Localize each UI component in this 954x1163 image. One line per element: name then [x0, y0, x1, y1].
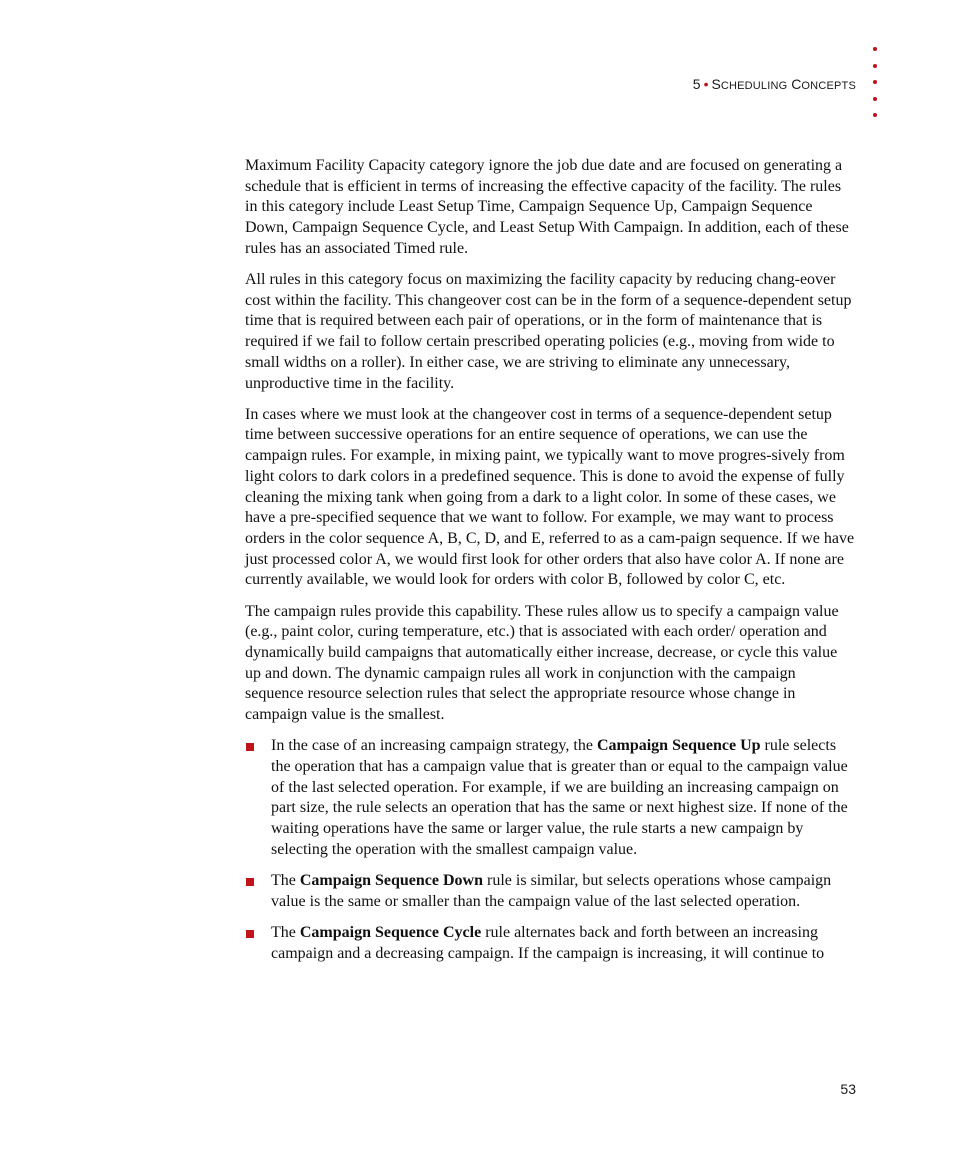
paragraph: Maximum Facility Capacity category ignore the job due date and are focused on generating a schedule that is efficient in terms of increasing the effective capacity of the facility. The rules in this category include Least Setup Time, Campaign Sequence Up, Campaign Sequence Down, Campaign Sequence Cycle, and Least Setup With Campaign. In addition, each of these rules has an associated Timed rule. — [245, 157, 849, 257]
paragraph: The campaign rules provide this capability. These rules allow us to specify a campaign value (e.g., paint color, curing temperature, etc.) that is associated with each order/ operation and dynamically build campaigns that automatically either increase, decrease, or cycle this value up and down. The dynamic campaign rules all work in conjunction with the campaign sequence resource selection rules that select the appropriate resource whose change in campaign value is the smallest. — [245, 602, 839, 724]
square-bullet-icon — [246, 743, 254, 751]
dot-icon — [873, 64, 877, 68]
header-title-rest-1: CHEDULING — [720, 80, 788, 92]
header-title-initial-s: S — [711, 76, 721, 92]
bullet-bold-term: Campaign Sequence Cycle — [299, 923, 482, 941]
paragraph: In cases where we must look at the changeover cost in terms of a sequence-dependent setup time between successive operations for an entire sequence of operations, we can use the campaign rules. For example, in mixing paint, we typically want to move progres-sively from light colors to dark colors in a predefined sequence. This is done to avoid the expense of fully cleaning the mixing tank when going from a dark to a light color. In some of these cases, we have a pre-specified sequence that we want to follow. For example, we may want to process orders in the color sequence A, B, C, D, and E, referred to as a cam-paign sequence. If we have just processed color A, we would first look for other orders that also have color A. If none are currently available, we would look for orders with color B, followed by color C, etc. — [245, 405, 855, 589]
bullet-text-after: rule alternates back and forth between an increasing campaign and a decreasing campaign. If the campaign is increasing, it will continue to — [271, 923, 825, 962]
bullet-text-after: rule is similar, but selects operations whose campaign value is the same or smaller than the campaign value of the last selected operation. — [271, 872, 832, 910]
bullet-text-after: rule selects the operation that has a campaign value that is greater than or equal to the campaign value of the last selected operation. For example, if we are building an increasing campaign on part size, the rule selects an operation that has the same or next highest size. If none of the waiting operations have the same or larger value, the rule starts a new campaign by selecting the operation with the smallest campaign value. — [271, 737, 848, 858]
dot-icon — [873, 113, 877, 117]
list-item — [245, 923, 857, 964]
running-header — [693, 76, 856, 92]
header-title-rest-2: ONCEPTS — [801, 80, 856, 92]
header-bullet: • — [703, 76, 709, 92]
bullet-text-before: The — [271, 923, 300, 941]
bullet-text-before: The — [271, 872, 300, 889]
list-item — [245, 871, 857, 912]
bullet-bold-term: Campaign Sequence Up — [596, 737, 761, 755]
square-bullet-icon — [246, 930, 254, 938]
dot-icon — [873, 80, 877, 84]
paragraph: All rules in this category focus on maximizing the facility capacity by reducing chang-eover cost within the facility. This changeover cost can be in the form of a sequence-dependent setup time that is required between each pair of operations, or in the form of maintenance that is required if we fail to follow certain prescribed operating policies (e.g., moving from wide to small widths on a roller). In either case, we are striving to eliminate any unnecessary, unproductive time in the facility. — [245, 271, 852, 392]
bullet-text-before: In the case of an increasing campaign strategy, the — [271, 737, 597, 755]
bullet-bold-term: Campaign Sequence Down — [299, 872, 484, 889]
dot-icon — [873, 47, 877, 51]
list-item — [245, 736, 857, 860]
bullet-list — [245, 736, 857, 964]
square-bullet-icon — [246, 878, 254, 886]
chapter-number: 5 — [692, 76, 701, 92]
body-text — [245, 156, 857, 975]
decorative-dots — [873, 47, 881, 130]
page-number: 53 — [840, 1081, 856, 1097]
dot-icon — [873, 97, 877, 101]
header-title-initial-c: C — [791, 76, 802, 92]
